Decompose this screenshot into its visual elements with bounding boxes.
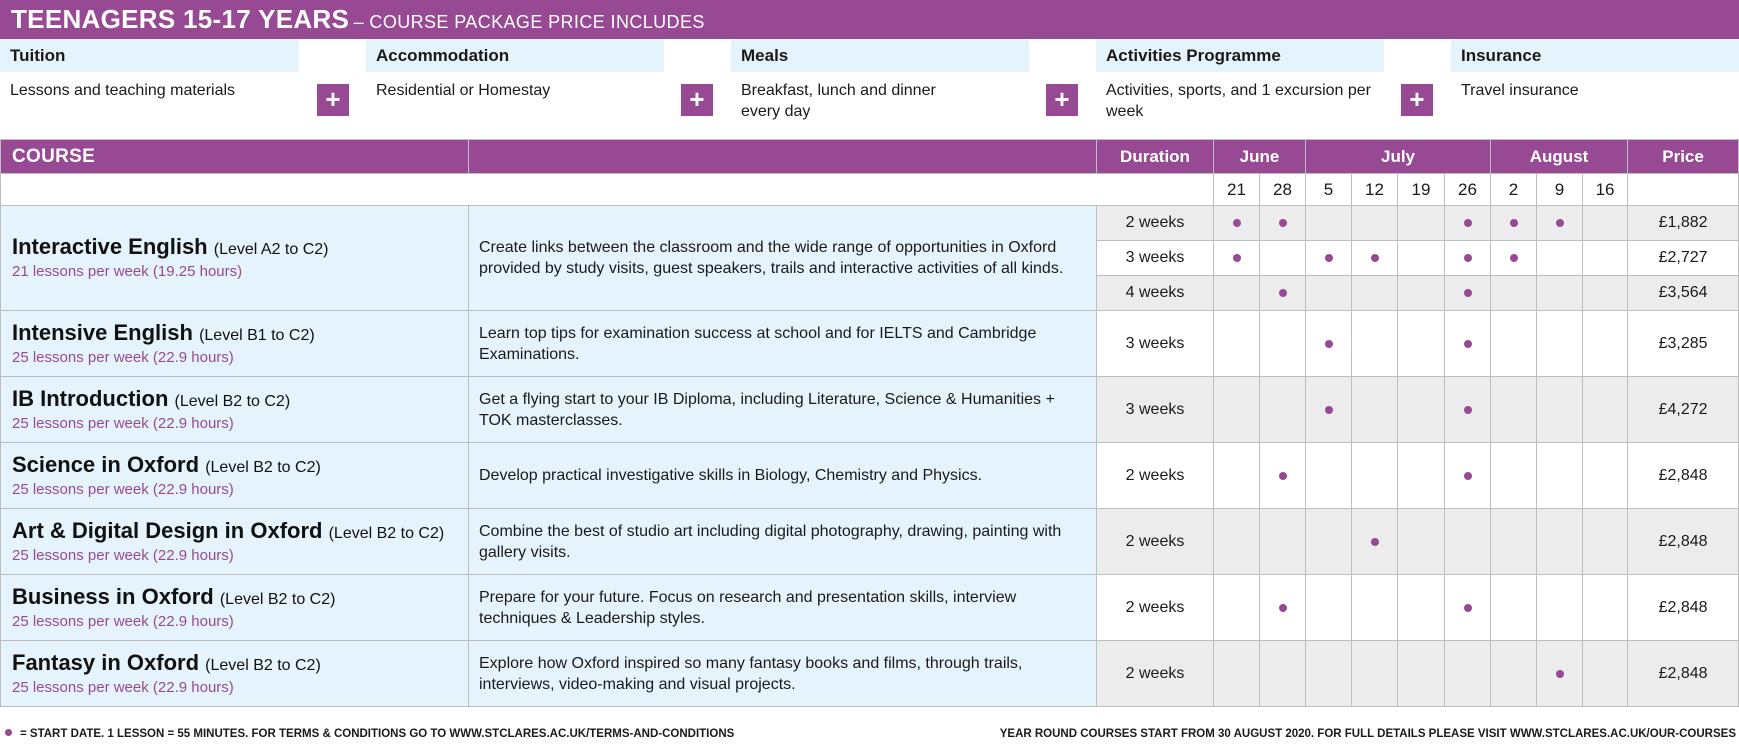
start-date-cell [1445,276,1491,311]
course-name: Fantasy in Oxford [12,649,200,675]
start-date-cell [1214,206,1260,241]
package-text: Activities, sports, and 1 excursion per week [1106,82,1372,120]
course-header: COURSE [1,140,469,174]
date-row-spacer [1,174,1214,206]
package-heading: Insurance [1451,39,1739,72]
start-date-cell [1306,575,1352,641]
start-date-cell [1583,443,1628,509]
price-cell: £2,848 [1628,443,1739,509]
date-cell: 9 [1537,174,1583,206]
course-lessons: 25 lessons per week (22.9 hours) [12,678,234,696]
start-date-cell [1398,641,1445,707]
start-date-dot-icon [1464,254,1472,262]
start-date-cell [1306,641,1352,707]
plus-icon: + [1046,84,1078,116]
course-title [12,452,468,480]
course-title [12,650,468,678]
start-date-cell [1306,443,1352,509]
start-date-cell [1352,641,1398,707]
package-item-accommodation [366,39,664,101]
start-date-cell [1491,509,1537,575]
start-date-cell [1214,241,1260,276]
course-name: Intensive English [12,319,193,345]
package-text: Travel insurance [1461,82,1579,99]
start-date-cell [1583,575,1628,641]
start-date-cell [1583,509,1628,575]
start-date-cell [1445,206,1491,241]
start-date-dot-icon [1464,406,1472,414]
start-date-cell [1537,206,1583,241]
start-date-cell [1398,311,1445,377]
start-date-dot-icon [1556,670,1564,678]
start-date-cell [1352,575,1398,641]
start-date-cell [1398,443,1445,509]
price-cell: £3,564 [1628,276,1739,311]
course-lessons: 25 lessons per week (22.9 hours) [12,348,234,366]
start-date-cell [1583,206,1628,241]
start-date-cell [1260,377,1306,443]
start-date-cell [1583,377,1628,443]
course-description: Learn top tips for examination success at school and for IELTS and Cambridge Examinations. [469,311,1097,377]
start-date-cell [1214,311,1260,377]
course-lessons: 25 lessons per week (22.9 hours) [12,546,234,564]
start-date-dot-icon [1464,604,1472,612]
date-cell: 12 [1352,174,1398,206]
start-date-cell [1260,206,1306,241]
month-header-june: June [1214,140,1306,174]
duration-cell: 3 weeks [1097,241,1214,276]
start-date-dot-icon [1325,254,1333,262]
start-date-cell [1445,509,1491,575]
start-date-dot-icon [1279,604,1287,612]
course-description: Combine the best of studio art including digital photography, drawing, painting with gallery visits. [469,509,1097,575]
course-name-cell [1,641,469,707]
start-date-dot-icon [1371,538,1379,546]
package-heading: Accommodation [366,39,664,72]
start-date-cell [1306,311,1352,377]
start-date-dot-icon [1325,340,1333,348]
package-heading: Meals [731,39,1029,72]
course-name: Art & Digital Design in Oxford [12,517,323,543]
start-date-dot-icon [1279,219,1287,227]
start-date-cell [1214,377,1260,443]
course-level: (Level B2 to C2) [205,458,321,476]
price-header: Price [1628,140,1739,174]
table-header-row [1,140,1739,174]
package-item-insurance [1451,39,1739,101]
start-date-cell [1583,311,1628,377]
course-row [1,206,1739,241]
start-date-cell [1491,641,1537,707]
package-item-meals [731,39,1029,122]
course-title [12,234,468,262]
course-level: (Level B2 to C2) [328,524,445,542]
package-heading: Activities Programme [1096,39,1384,72]
duration-cell: 4 weeks [1097,276,1214,311]
start-date-cell [1445,575,1491,641]
course-title [12,320,468,348]
start-date-dot-icon [1233,254,1241,262]
start-date-dot-icon [1510,219,1518,227]
start-date-cell [1352,443,1398,509]
course-description: Explore how Oxford inspired so many fantasy books and films, through trails, interviews, video-making and visual projects. [469,641,1097,707]
package-item-activities [1096,39,1384,122]
course-lessons: 25 lessons per week (22.9 hours) [12,480,234,498]
course-row [1,311,1739,377]
date-cell: 26 [1445,174,1491,206]
start-date-cell [1260,241,1306,276]
page-banner [0,0,1739,39]
start-date-cell [1214,509,1260,575]
start-date-dot-icon [1371,254,1379,262]
package-text: Residential or Homestay [376,82,551,99]
start-date-cell [1260,509,1306,575]
start-date-cell [1491,575,1537,641]
date-cell: 19 [1398,174,1445,206]
start-date-cell [1398,377,1445,443]
price-cell: £2,848 [1628,575,1739,641]
course-lessons: 21 lessons per week (19.25 hours) [12,263,243,280]
package-text: Lessons and teaching materials [10,82,236,99]
course-row [1,443,1739,509]
package-heading: Tuition [0,39,299,72]
footer-legend [5,728,734,740]
start-date-cell [1306,241,1352,276]
start-date-cell [1352,206,1398,241]
package-text: Breakfast, lunch and dinner every day [741,82,936,120]
start-date-cell [1537,641,1583,707]
start-date-dot-icon [1510,254,1518,262]
course-description: Prepare for your future. Focus on research and presentation skills, interview techniques & Leadership styles. [469,575,1097,641]
start-date-cell [1398,276,1445,311]
start-date-cell [1583,276,1628,311]
start-date-cell [1445,443,1491,509]
month-header-august: August [1491,140,1628,174]
course-description: Develop practical investigative skills in Biology, Chemistry and Physics. [469,443,1097,509]
course-name: IB Introduction [12,385,169,411]
course-row [1,575,1739,641]
course-level: (Level B1 to C2) [199,326,315,344]
start-date-cell [1491,241,1537,276]
course-name: Business in Oxford [12,583,214,609]
course-name-cell [1,509,469,575]
course-timetable [0,139,1739,707]
start-date-cell [1214,276,1260,311]
start-date-cell [1260,575,1306,641]
start-date-cell [1260,443,1306,509]
start-date-cell [1214,443,1260,509]
start-date-cell [1352,241,1398,276]
date-row-price-spacer [1628,174,1739,206]
start-date-cell [1445,641,1491,707]
course-name-cell [1,206,469,311]
start-date-cell [1445,377,1491,443]
duration-cell: 2 weeks [1097,509,1214,575]
course-name-cell [1,575,469,641]
duration-cell: 3 weeks [1097,377,1214,443]
date-header-row [1,174,1739,206]
start-date-cell [1537,276,1583,311]
start-date-cell [1260,311,1306,377]
start-date-dot-icon [1464,340,1472,348]
plus-icon: + [317,84,349,116]
page-title: TEENAGERS 15-17 YEARS [11,4,350,34]
start-date-cell [1214,575,1260,641]
course-lessons: 25 lessons per week (22.9 hours) [12,612,234,630]
start-date-cell [1260,276,1306,311]
start-date-cell [1491,206,1537,241]
start-date-cell [1491,377,1537,443]
date-cell: 2 [1491,174,1537,206]
start-date-dot-icon [1279,472,1287,480]
start-date-dot-icon [1325,406,1333,414]
course-description: Create links between the classroom and the wide range of opportunities in Oxford provided by study visits, guest speakers, trails and interactive activities of all kinds. [469,206,1097,311]
duration-cell: 2 weeks [1097,443,1214,509]
course-lessons: 25 lessons per week (22.9 hours) [12,414,234,432]
start-date-cell [1398,575,1445,641]
footer-right-text: YEAR ROUND COURSES START FROM 30 AUGUST 2020. FOR FULL DETAILS PLEASE VISIT WWW.STCLARES.AC.UK/OUR-COURSES [999,728,1736,740]
start-date-dot-icon [1279,289,1287,297]
start-date-cell [1352,276,1398,311]
date-cell: 21 [1214,174,1260,206]
start-date-cell [1306,509,1352,575]
start-date-dot-icon [1464,289,1472,297]
course-name: Interactive English [12,234,208,259]
duration-cell: 2 weeks [1097,641,1214,707]
start-date-dot-icon [1233,219,1241,227]
start-date-dot-icon [5,729,12,736]
start-date-cell [1445,311,1491,377]
course-row [1,377,1739,443]
course-row [1,641,1739,707]
price-cell: £2,848 [1628,509,1739,575]
start-date-cell [1537,241,1583,276]
price-cell: £4,272 [1628,377,1739,443]
start-date-dot-icon [1464,472,1472,480]
start-date-cell [1537,443,1583,509]
start-date-cell [1306,206,1352,241]
price-cell: £1,882 [1628,206,1739,241]
duration-cell: 2 weeks [1097,575,1214,641]
course-name-cell [1,377,469,443]
package-item-tuition [0,39,299,101]
start-date-cell [1583,641,1628,707]
course-name-cell [1,311,469,377]
month-header-july: July [1306,140,1491,174]
start-date-dot-icon [1556,219,1564,227]
course-name-cell [1,443,469,509]
course-title [12,518,468,546]
duration-cell: 3 weeks [1097,311,1214,377]
course-level: (Level B2 to C2) [205,656,321,674]
start-date-cell [1491,311,1537,377]
start-date-cell [1398,241,1445,276]
start-date-cell [1214,641,1260,707]
start-date-cell [1352,509,1398,575]
course-title [12,386,468,414]
course-name: Science in Oxford [12,451,200,477]
course-row [1,509,1739,575]
start-date-cell [1491,443,1537,509]
course-level: (Level B2 to C2) [174,392,291,410]
start-date-cell [1537,377,1583,443]
start-date-cell [1537,575,1583,641]
start-date-cell [1306,377,1352,443]
price-cell: £3,285 [1628,311,1739,377]
start-date-cell [1306,276,1352,311]
start-date-cell [1491,276,1537,311]
duration-header: Duration [1097,140,1214,174]
date-cell: 28 [1260,174,1306,206]
page-subtitle: – COURSE PACKAGE PRICE INCLUDES [353,12,705,32]
plus-icon: + [681,84,713,116]
course-level: (Level A2 to C2) [213,241,329,258]
start-date-cell [1537,311,1583,377]
start-date-cell [1445,241,1491,276]
start-date-cell [1537,509,1583,575]
course-title [12,584,468,612]
start-date-cell [1260,641,1306,707]
start-date-dot-icon [1464,219,1472,227]
footer-left-text: = START DATE. 1 LESSON = 55 MINUTES. FOR TERMS & CONDITIONS GO TO WWW.STCLARES.AC.UK/TERMS-AND-CONDITIONS [20,728,735,740]
plus-icon: + [1401,84,1433,116]
price-cell: £2,848 [1628,641,1739,707]
start-date-cell [1352,311,1398,377]
date-cell: 5 [1306,174,1352,206]
start-date-cell [1398,509,1445,575]
course-description: Get a flying start to your IB Diploma, including Literature, Science & Humanities + TOK masterclasses. [469,377,1097,443]
course-level: (Level B2 to C2) [219,590,336,608]
date-cell: 16 [1583,174,1628,206]
start-date-cell [1352,377,1398,443]
duration-cell: 2 weeks [1097,206,1214,241]
description-header [469,140,1097,174]
price-cell: £2,727 [1628,241,1739,276]
start-date-cell [1583,241,1628,276]
start-date-cell [1398,206,1445,241]
